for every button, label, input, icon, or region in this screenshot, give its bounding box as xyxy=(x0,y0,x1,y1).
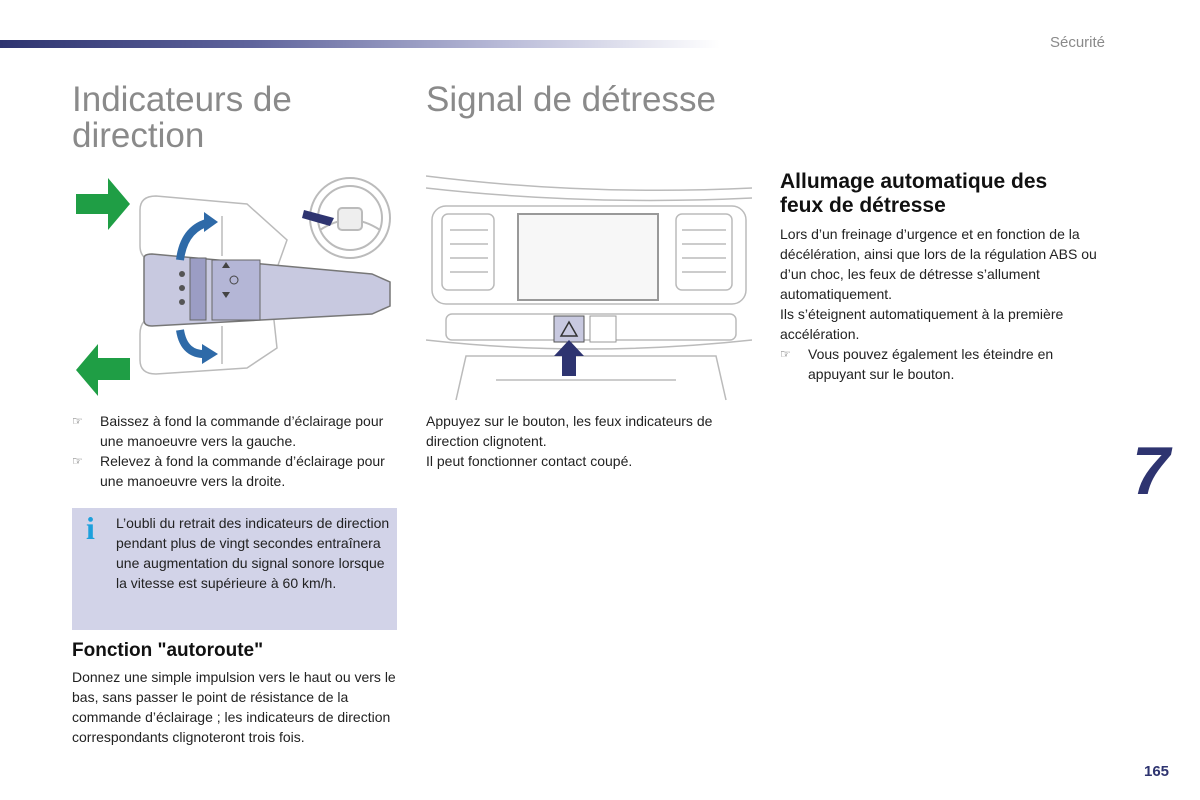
info-text: L’oubli du retrait des indicateurs de direction pendant plus de vingt secondes entraînera une augmentation du signal sonore lorsque la vitesse est supérieure à 60 km/h. xyxy=(116,515,390,591)
info-icon: i xyxy=(86,510,95,546)
hazard-button-icon xyxy=(554,316,584,342)
right-heading xyxy=(780,170,1047,218)
bullet-hand-icon: ☞ xyxy=(72,414,83,428)
autoroute-text: Donnez une simple impulsion vers le haut ou vers le bas, sans passer le point de résistance de la commande d’éclairage ; les indicateurs de direction correspondants clignoteront trois fois. xyxy=(72,669,396,745)
right-paragraph: Lors d’un freinage d’urgence et en fonction de la décélération, ainsi que lors de la régulation ABS ou d’un choc, les feux de détresse s’allument automatiquement. xyxy=(780,226,1097,302)
pointer-arrow-icon xyxy=(554,340,584,376)
green-arrow-left-icon xyxy=(76,344,130,396)
bullet-item: ☞ Vous pouvez également les éteindre en appuyant sur le bouton. xyxy=(780,346,1054,382)
right-heading-line1: Allumage automatique des xyxy=(780,170,1048,193)
bullet-item: ☞ Baissez à fond la commande d’éclairage pour une manoeuvre vers la gauche. xyxy=(72,413,384,449)
section-name: Sécurité xyxy=(1049,34,1105,51)
left-title-line2: direction xyxy=(72,116,205,155)
page-number: 165 xyxy=(1144,763,1170,780)
display-screen xyxy=(518,214,658,300)
middle-text xyxy=(426,411,756,471)
middle-text-line: Il peut fonctionner contact coupé. xyxy=(426,453,633,469)
right-body xyxy=(780,224,1102,384)
main-stalk xyxy=(144,254,390,326)
middle-text-line: Appuyez sur le bouton, les feux indicateurs de direction clignotent. xyxy=(426,413,713,449)
right-paragraph-2: Ils s’éteignent automatiquement à la première accélération. xyxy=(780,306,1064,342)
autoroute-heading: Fonction "autoroute" xyxy=(72,640,264,661)
header-gradient-bar xyxy=(0,40,720,48)
lock-button-icon xyxy=(590,316,616,342)
green-arrow-right-icon xyxy=(76,178,130,230)
left-title xyxy=(72,82,292,154)
left-bullets xyxy=(72,411,397,491)
chapter-number: 7 xyxy=(1132,433,1170,509)
right-heading-line2: feux de détresse xyxy=(780,194,946,217)
bullet-item: ☞ Relevez à fond la commande d’éclairage pour une manoeuvre vers la droite. xyxy=(72,453,385,489)
middle-title: Signal de détresse xyxy=(426,80,716,119)
turn-signal-stalk-illustration xyxy=(72,170,397,402)
bullet-hand-icon: ☞ xyxy=(72,454,83,468)
info-box xyxy=(72,508,397,630)
left-title-line1: Indicateurs de xyxy=(72,80,292,119)
bullet-hand-icon: ☞ xyxy=(780,347,791,361)
hazard-dashboard-illustration xyxy=(426,170,752,402)
